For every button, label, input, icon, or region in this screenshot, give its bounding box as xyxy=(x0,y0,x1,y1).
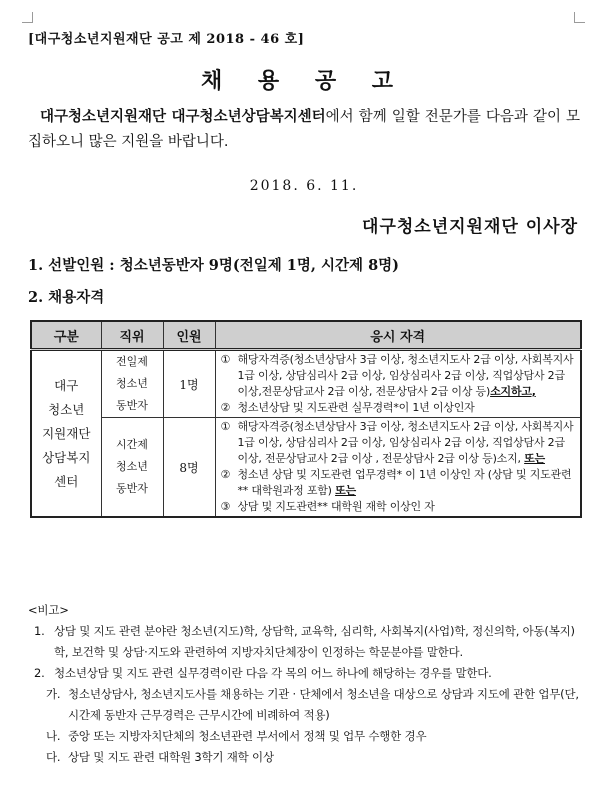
qualification-item xyxy=(221,499,577,515)
qualification-text: 해당자격증(청소년상담사 3급 이상, 청소년지도사 2급 이상, 사회복지사 1급 이상, 상담심리사 2급 이상, 임상심리사 2급 이상, 직업상담사 2급 이상, 전문상담교사 2급 이상 , 전문상담사 2급 이상 등)소지, xyxy=(237,420,574,465)
section-headcount-label: 1. 선발인원 : xyxy=(28,257,115,274)
table-row-fulltime xyxy=(31,350,581,418)
qualification-emphasis: 또는 xyxy=(335,484,356,497)
cell-qualification-fulltime xyxy=(215,350,581,418)
section-headcount-value: 청소년동반자 9명(전일제 1명, 시간제 8명) xyxy=(119,257,400,274)
qualification-text: 상담 및 지도관련** 대학원 재학 이상인 자 xyxy=(237,500,435,513)
remark-number: 1. xyxy=(34,624,45,638)
intro-paragraph xyxy=(28,104,580,155)
remark-sub-number: 나. xyxy=(46,729,61,743)
position-line: 동반자 xyxy=(116,399,148,412)
qualification-item xyxy=(221,400,577,416)
issuer-name: 대구청소년지원재단 이사장 xyxy=(362,217,578,237)
cell-position-parttime xyxy=(101,418,163,518)
cell-category xyxy=(31,350,101,518)
qualification-item xyxy=(221,352,577,400)
table-row-parttime xyxy=(31,418,581,518)
qualification-number: ③ xyxy=(220,500,231,513)
notice-date: 2018. 6. 11. xyxy=(249,178,359,194)
remark-sub-number: 다. xyxy=(46,750,61,764)
remark-number: 2. xyxy=(34,666,45,680)
remark-sub-text: 청소년상담사, 청소년지도사를 채용하는 기관 · 단체에서 청소년을 대상으로 상담과 지도에 관한 업무(단, 시간제 동반자 근무경력은 근무시간에 비례하여 적용) xyxy=(68,687,579,722)
page-title: 채 용 공 고 xyxy=(201,68,407,94)
qualification-item xyxy=(221,467,577,499)
qualification-table xyxy=(30,320,582,518)
intro-text: 에서 함께 일할 전문가를 다음과 같이 모집하오니 많은 지원을 바랍니다. xyxy=(28,109,581,150)
cell-position-fulltime xyxy=(101,350,163,418)
qualification-number: ① xyxy=(220,353,231,366)
remark-sub-item xyxy=(28,684,584,726)
qualification-number: ② xyxy=(220,401,231,414)
remark-sub-text: 상담 및 지도 관련 대학원 3학기 재학 이상 xyxy=(68,750,274,764)
intro-organization: 대구청소년지원재단 대구청소년상담복지센터 xyxy=(40,108,326,125)
header-count: 인원 xyxy=(163,321,215,350)
category-line: 청소년 xyxy=(48,401,85,417)
position-line: 청소년 xyxy=(116,460,148,473)
page-corner-mark-left xyxy=(22,12,33,23)
cell-count-parttime: 8명 xyxy=(163,418,215,518)
position-line: 전일제 xyxy=(116,355,148,368)
remarks-title: <비고> xyxy=(28,603,69,617)
remark-sub-text: 중앙 또는 지방자치단체의 청소년관련 부서에서 정책 및 업무 수행한 경우 xyxy=(68,729,427,743)
qualification-text: 청소년 상담 및 지도관련 업무경력* 이 1년 이상인 자 (상담 및 지도관련** 대학원과정 포함) xyxy=(237,468,572,497)
qualification-text: 청소년상담 및 지도관련 실무경력*이 1년 이상인자 xyxy=(237,401,475,414)
remarks-section xyxy=(28,600,584,768)
remark-text: 청소년상담 및 지도 관련 실무경력이란 다음 각 목의 어느 하나에 해당하는 경우를 말한다. xyxy=(54,666,492,680)
category-line: 센터 xyxy=(54,473,79,489)
remark-sub-item xyxy=(28,747,584,768)
category-line: 지원재단 xyxy=(42,425,91,441)
table-header-row xyxy=(31,321,581,350)
section-qualifications: 2. 채용자격 xyxy=(28,289,105,306)
qualification-item xyxy=(221,419,577,467)
remark-sub-number: 가. xyxy=(46,687,61,701)
remark-sub-item xyxy=(28,726,584,747)
position-line: 청소년 xyxy=(116,377,148,390)
header-category: 구분 xyxy=(31,321,101,350)
qualification-number: ② xyxy=(220,468,231,481)
position-line: 시간제 xyxy=(116,438,148,451)
header-qualification: 응시 자격 xyxy=(215,321,581,350)
qualification-number: ① xyxy=(220,420,231,433)
remark-text: 상담 및 지도 관련 분야란 청소년(지도)학, 상담학, 교육학, 심리학, 사회복지(사업)학, 정신의학, 아동(복지)학, 보건학 및 상담·지도와 관련하여 지방자치단체장이 인정하는 학문분야를 말한다. xyxy=(54,624,575,659)
qualification-emphasis: 소지하고, xyxy=(490,385,536,398)
notice-number: [대구청소년지원재단 공고 제 2018 - 46 호] xyxy=(28,32,305,47)
qualification-emphasis: 또는 xyxy=(524,452,545,465)
remark-item xyxy=(28,663,584,684)
cell-count-fulltime: 1명 xyxy=(163,350,215,418)
header-position: 직위 xyxy=(101,321,163,350)
section-headcount xyxy=(28,254,399,275)
category-line: 대구 xyxy=(54,377,79,393)
remark-item xyxy=(28,621,584,663)
category-line: 상담복지 xyxy=(42,449,91,465)
page-corner-mark-right xyxy=(574,12,585,23)
qualification-text: 해당자격증(청소년상담사 3급 이상, 청소년지도사 2급 이상, 사회복지사 1급 이상, 상담심리사 2급 이상, 임상심리사 2급 이상, 직업상담사 2급 이상,전문상담교사 2급 이상, 전문상담사 2급 이상 등) xyxy=(237,353,574,398)
cell-qualification-parttime xyxy=(215,418,581,518)
position-line: 동반자 xyxy=(116,482,148,495)
